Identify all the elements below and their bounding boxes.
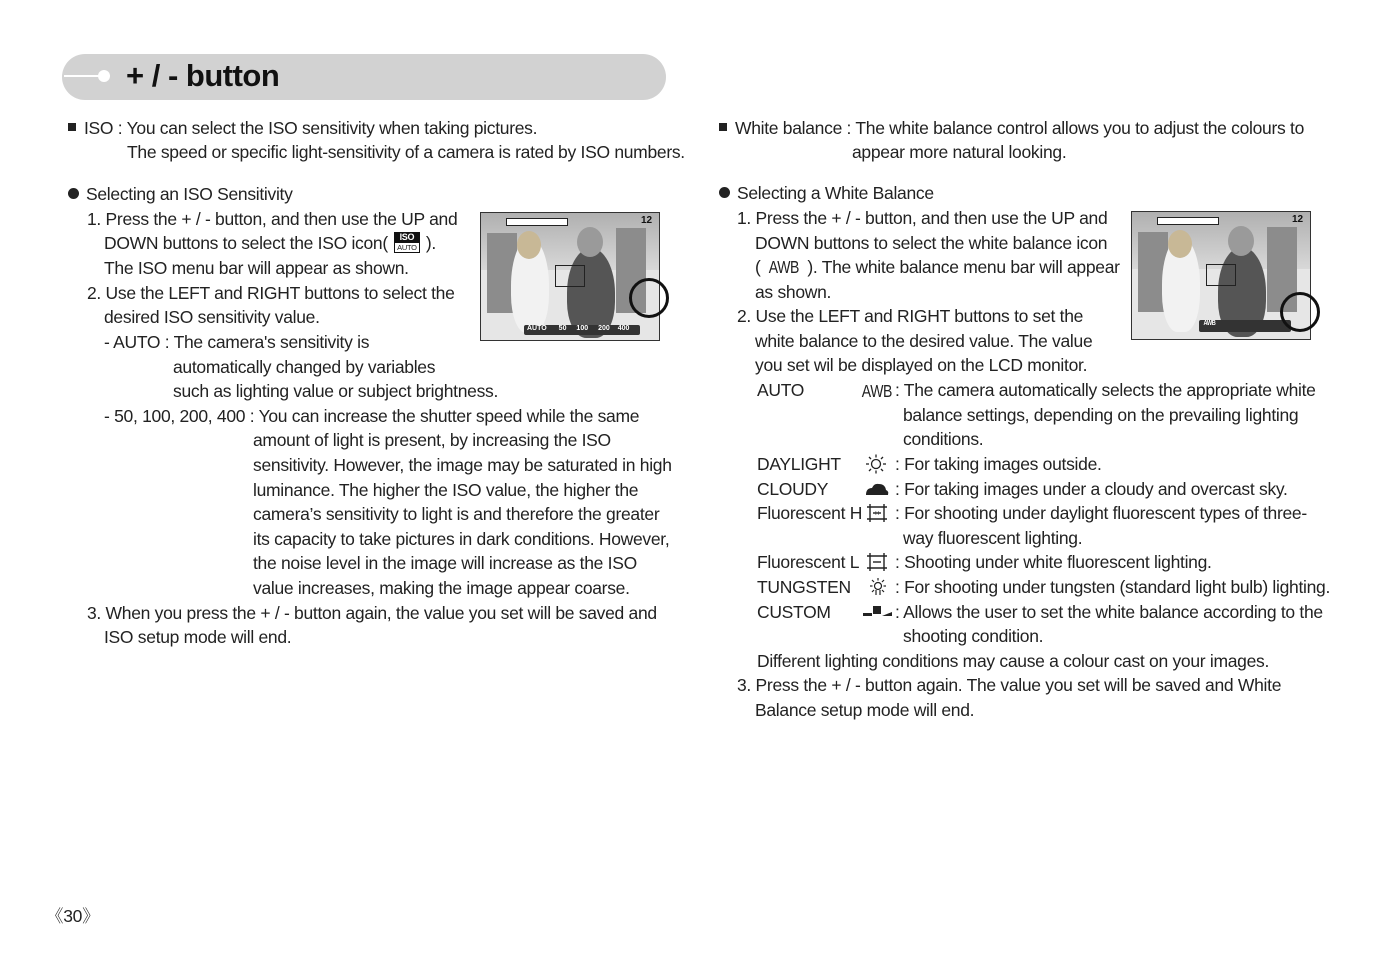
wb-mode-auto-name: AUTO <box>757 380 805 400</box>
iso-step1-line3: The ISO menu bar will appear as shown. <box>104 258 409 278</box>
wb-intro-line2: appear more natural looking. <box>852 142 1067 162</box>
wb-mode-fluor-l-name: Fluorescent L <box>757 552 860 572</box>
cloud-icon <box>864 479 890 499</box>
fluorescent-l-icon <box>865 552 891 572</box>
wb-note: Different lighting conditions may cause a colour cast on your images. <box>757 651 1270 671</box>
wb-step1-line2: DOWN buttons to select the white balance icon <box>755 233 1108 253</box>
iso-values-line8: value increases, making the image appear coarse. <box>253 578 630 598</box>
wb-mode-cloudy-name: CLOUDY <box>757 479 829 499</box>
shot-count: 12 <box>1292 214 1304 225</box>
wb-step3-line2: Balance setup mode will end. <box>755 700 975 720</box>
iso-auto-line1: - AUTO : The camera's sensitivity is <box>104 332 370 352</box>
focus-frame <box>1206 264 1236 286</box>
wb-step2-line3: you set wil be displayed on the LCD monitor. <box>755 355 1088 375</box>
page-number: 《30》 <box>46 906 100 926</box>
wb-selecting-heading: Selecting a White Balance <box>719 181 934 206</box>
battery-indicator <box>506 218 568 226</box>
wb-step1-line4: as shown. <box>755 282 832 302</box>
title-decoration-dot <box>98 70 110 82</box>
fluorescent-h-icon <box>865 503 891 523</box>
wb-mode-tungsten-name: TUNGSTEN <box>757 577 851 597</box>
wb-mode-fluor-h-name: Fluorescent H <box>757 503 863 523</box>
square-bullet-icon <box>68 123 76 131</box>
wb-mode-custom-desc1: : Allows the user to set the white balance according to the <box>895 602 1323 622</box>
wb-mode-cloudy-desc: : For taking images under a cloudy and overcast sky. <box>895 479 1288 499</box>
iso-values-line2: amount of light is present, by increasing the ISO <box>253 430 611 450</box>
wb-step1-line3: ( AWB ). The white balance menu bar will appear <box>755 255 1120 280</box>
sun-icon <box>864 454 890 474</box>
iso-selecting-heading: Selecting an ISO Sensitivity <box>68 182 293 207</box>
wb-mode-auto-desc2: balance settings, depending on the prevailing lighting <box>903 405 1299 425</box>
iso-auto-line3: such as lighting value or subject brightness. <box>173 381 499 401</box>
iso-auto-icon: ISO AUTO <box>394 232 420 252</box>
page-title: + / - button <box>126 58 280 93</box>
battery-indicator <box>1157 217 1219 225</box>
custom-icon <box>862 602 894 622</box>
wb-mode-auto-desc3: conditions. <box>903 429 984 449</box>
iso-step3-line2: ISO setup mode will end. <box>104 627 292 647</box>
round-bullet-icon <box>68 188 79 199</box>
iso-step1-line1: 1. Press the + / - button, and then use the UP and <box>87 209 458 229</box>
iso-intro-line2: The speed or specific light-sensitivity of a camera is rated by ISO numbers. <box>127 142 685 162</box>
wb-mode-daylight-name: DAYLIGHT <box>757 454 841 474</box>
svg-text:H: H <box>875 511 879 517</box>
awb-icon: AWB <box>768 257 800 277</box>
iso-step2-line2: desired ISO sensitivity value. <box>104 307 320 327</box>
wb-menu-bar: AWB <box>1199 320 1291 332</box>
iso-values-line4: luminance. The higher the ISO value, the higher the <box>253 480 639 500</box>
iso-step2-line1: 2. Use the LEFT and RIGHT buttons to select the <box>87 283 455 303</box>
wb-intro-line1: White balance : The white balance control allows you to adjust the colours to <box>719 116 1304 141</box>
iso-values-line6: its capacity to take pictures in dark conditions. However, <box>253 529 670 549</box>
iso-values-line1: - 50, 100, 200, 400 : You can increase the shutter speed while the same <box>104 406 640 426</box>
wb-mode-fluor-h-desc1: : For shooting under daylight fluorescent types of three- <box>895 503 1307 523</box>
shot-count: 12 <box>641 215 653 226</box>
highlight-circle <box>629 278 669 318</box>
square-bullet-icon <box>719 123 727 131</box>
iso-values-line5: camera’s sensitivity to light is and therefore the greater <box>253 504 660 524</box>
wb-mode-daylight-desc: : For taking images outside. <box>895 454 1102 474</box>
highlight-circle <box>1280 292 1320 332</box>
awb-icon: AWB <box>861 381 892 401</box>
wb-mode-tungsten-desc: : For shooting under tungsten (standard light bulb) lighting. <box>895 577 1331 597</box>
wb-mode-fluor-h-desc2: way fluorescent lighting. <box>903 528 1083 548</box>
wb-step3-line1: 3. Press the + / - button again. The value you set will be saved and White <box>737 675 1282 695</box>
wb-step2-line1: 2. Use the LEFT and RIGHT buttons to set the <box>737 306 1084 326</box>
wb-step1-line1: 1. Press the + / - button, and then use the UP and <box>737 208 1108 228</box>
iso-step1-line2: DOWN buttons to select the ISO icon( ISO AUTO ). <box>104 232 436 253</box>
wb-mode-fluor-l-desc: : Shooting under white fluorescent lighting. <box>895 552 1212 572</box>
iso-values-line7: the noise level in the image will increase as the ISO <box>253 553 637 573</box>
iso-auto-line2: automatically changed by variables <box>173 357 436 377</box>
iso-step3-line1: 3. When you press the + / - button again, the value you set will be saved and <box>87 603 657 623</box>
iso-menu-bar: AUTO 50 100 200 400 <box>524 325 640 335</box>
round-bullet-icon <box>719 187 730 198</box>
wb-mode-custom-name: CUSTOM <box>757 602 831 622</box>
iso-lcd-screenshot <box>480 212 660 341</box>
focus-frame <box>555 265 585 287</box>
wb-step2-line2: white balance to the desired value. The value <box>755 331 1093 351</box>
iso-values-line3: sensitivity. However, the image may be saturated in high <box>253 455 672 475</box>
iso-intro-line1: ISO : You can select the ISO sensitivity when taking pictures. <box>68 116 537 141</box>
wb-mode-auto-desc1: : The camera automatically selects the appropriate white <box>895 380 1316 400</box>
tungsten-icon <box>866 577 892 597</box>
wb-mode-custom-desc2: shooting condition. <box>903 626 1044 646</box>
